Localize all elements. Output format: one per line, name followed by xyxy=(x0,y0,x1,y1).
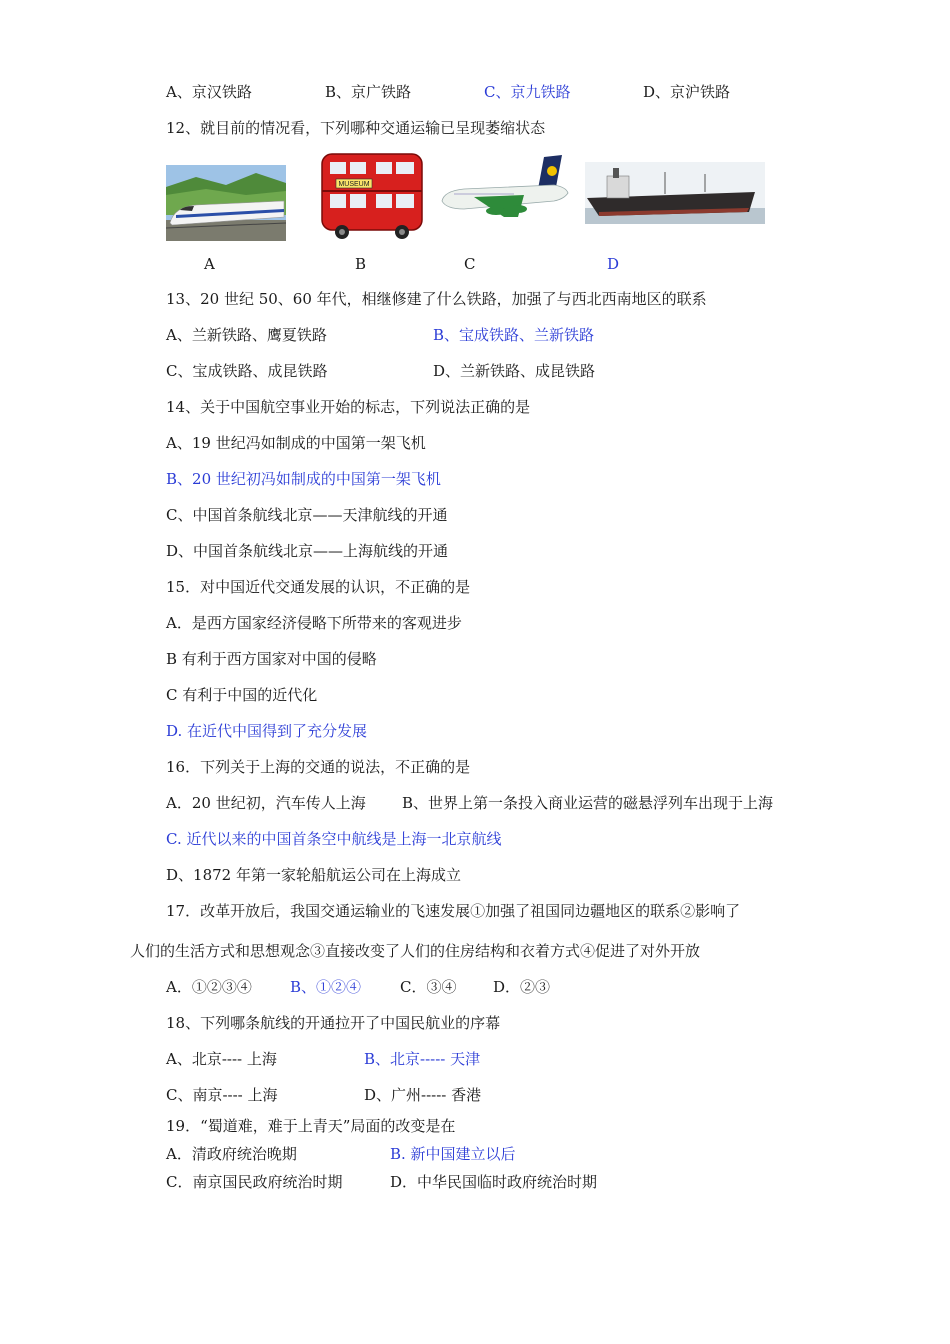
q14-option-a: A、19 世纪冯如制成的中国第一架飞机 xyxy=(166,434,426,452)
airplane-image xyxy=(434,153,584,233)
q13-option-b: B、宝成铁路、兰新铁路 xyxy=(433,326,595,344)
q12-stem: 12、就目前的情况看，下列哪种交通运输已呈现萎缩状态 xyxy=(166,119,546,137)
q17-option-b: B、①②④ xyxy=(290,978,362,996)
q19-option-b: B. 新中国建立以后 xyxy=(390,1145,516,1163)
train-image xyxy=(166,165,286,241)
q16-stem: 16．下列关于上海的交通的说法，不正确的是 xyxy=(166,758,471,776)
q13-stem: 13、20 世纪 50、60 年代，相继修建了什么铁路，加强了与西北西南地区的联系 xyxy=(166,290,707,308)
q18-option-d: D、广州----- 香港 xyxy=(364,1086,482,1104)
q16-option-c: C. 近代以来的中国首条空中航线是上海一北京航线 xyxy=(166,830,502,848)
q12-label-b: B xyxy=(355,255,367,273)
q17-option-a: A．①②③④ xyxy=(166,978,252,996)
q19-stem: 19．“蜀道难，难于上青天”局面的改变是在 xyxy=(166,1117,456,1135)
q17-option-d: D．②③ xyxy=(493,978,551,996)
q12-label-a: A xyxy=(204,255,215,273)
q16-option-b: B、世界上第一条投入商业运营的磁悬浮列车出现于上海 xyxy=(402,794,774,812)
q18-stem: 18、下列哪条航线的开通拉开了中国民航业的序幕 xyxy=(166,1014,501,1032)
q14-option-c: C、中国首条航线北京——天津航线的开通 xyxy=(166,506,448,524)
q15-option-d: D. 在近代中国得到了充分发展 xyxy=(166,722,368,740)
q16-option-a: A．20 世纪初，汽车传人上海 xyxy=(166,794,366,812)
q13-option-c: C、宝成铁路、成昆铁路 xyxy=(166,362,328,380)
q17-stem-line1: 17．改革开放后，我国交通运输业的飞速发展①加强了祖国同边疆地区的联系②影响了 xyxy=(166,902,741,920)
q11-option-b: B、京广铁路 xyxy=(325,83,412,101)
q18-option-b: B、北京----- 天津 xyxy=(364,1050,481,1068)
q12-label-d: D xyxy=(607,255,620,273)
q19-option-a: A．清政府统治晚期 xyxy=(166,1145,297,1163)
q14-stem: 14、关于中国航空事业开始的标志，下列说法正确的是 xyxy=(166,398,531,416)
q16-option-d: D、1872 年第一家轮船航运公司在上海成立 xyxy=(166,866,461,884)
ship-image xyxy=(585,162,765,224)
q17-option-c: C．③④ xyxy=(400,978,457,996)
q17-stem-line2: 人们的生活方式和思想观念③直接改变了人们的住房结构和衣着方式④促进了对外开放 xyxy=(130,942,701,960)
q15-option-c: C 有利于中国的近代化 xyxy=(166,686,318,704)
q11-option-c: C、京九铁路 xyxy=(484,83,571,101)
q15-stem: 15．对中国近代交通发展的认识，不正确的是 xyxy=(166,578,471,596)
q14-option-d: D、中国首条航线北京——上海航线的开通 xyxy=(166,542,449,560)
q15-option-a: A．是西方国家经济侵略下所带来的客观进步 xyxy=(166,614,462,632)
q18-option-c: C、南京---- 上海 xyxy=(166,1086,278,1104)
q19-option-c: C．南京国民政府统治时期 xyxy=(166,1173,343,1191)
q12-label-c: C xyxy=(464,255,476,273)
q13-option-a: A、兰新铁路、鹰夏铁路 xyxy=(166,326,327,344)
q14-option-b: B、20 世纪初冯如制成的中国第一架飞机 xyxy=(166,470,441,488)
bus-image xyxy=(318,152,426,240)
q15-option-b: B 有利于西方国家对中国的侵略 xyxy=(166,650,377,668)
q19-option-d: D．中华民国临时政府统治时期 xyxy=(390,1173,598,1191)
q11-option-d: D、京沪铁路 xyxy=(643,83,731,101)
bus-sign: MUSEUM xyxy=(338,181,370,188)
q13-option-d: D、兰新铁路、成昆铁路 xyxy=(433,362,596,380)
q18-option-a: A、北京---- 上海 xyxy=(166,1050,277,1068)
q11-option-a: A、京汉铁路 xyxy=(166,83,252,101)
